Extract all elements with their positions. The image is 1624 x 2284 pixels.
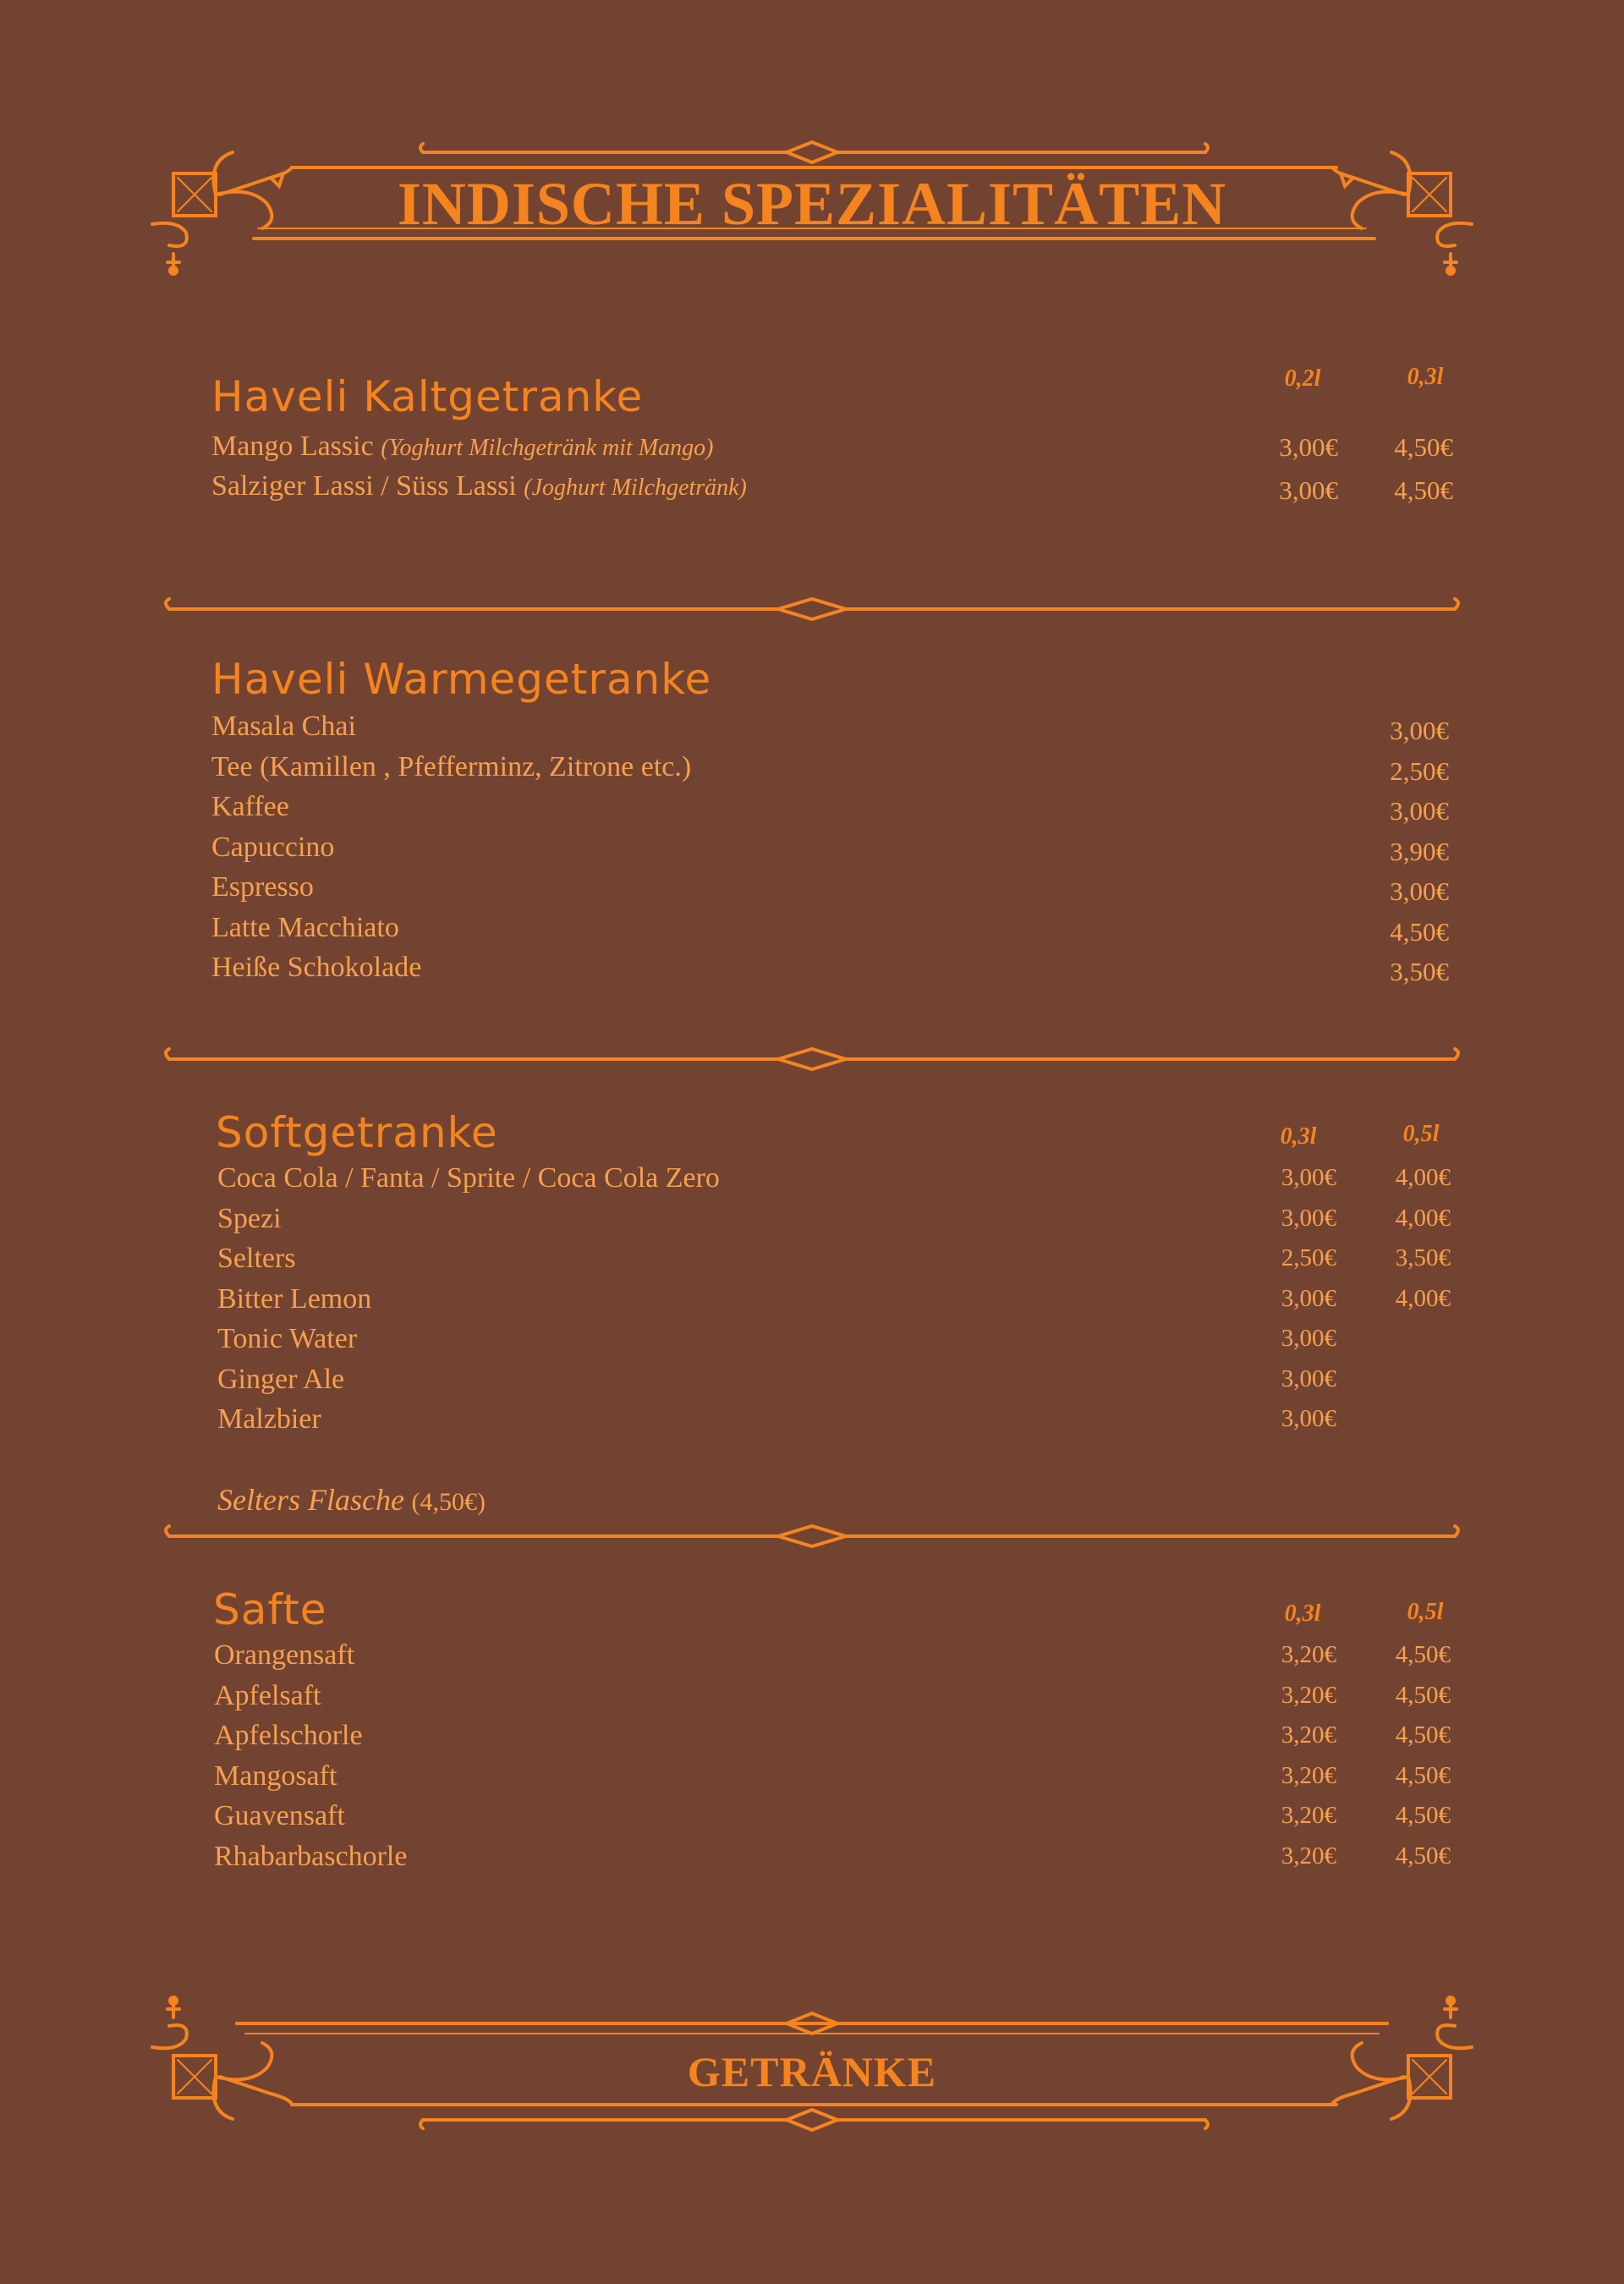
- list-item: Latte Macchiato: [211, 911, 399, 943]
- price: 3,00€: [1281, 1164, 1336, 1191]
- extra-item-name: Selters Flasche: [217, 1483, 404, 1517]
- section-title-safte: Safte: [213, 1585, 327, 1634]
- section-title-warm: Haveli Warmegetranke: [211, 655, 712, 704]
- price: 3,50€: [1395, 1244, 1451, 1271]
- price: 4,50€: [1394, 432, 1453, 462]
- list-item: Capuccino: [211, 831, 335, 863]
- list-item: Rhabarbaschorle: [214, 1840, 408, 1872]
- section-divider: [0, 1519, 1624, 1553]
- item-name: Salziger Lassi / Süss Lassi: [211, 470, 517, 502]
- price: 4,00€: [1395, 1284, 1451, 1312]
- price: 4,00€: [1395, 1204, 1451, 1232]
- list-item: Orangensaft: [214, 1639, 355, 1671]
- extra-item: [217, 1482, 486, 1518]
- price: 2,50€: [1281, 1244, 1336, 1271]
- price: 4,50€: [1395, 1842, 1451, 1869]
- item-note: (Joghurt Milchgetränk): [524, 475, 747, 501]
- size-label: 0,3l: [1280, 1123, 1317, 1150]
- list-item: Espresso: [211, 871, 314, 903]
- list-item: Mangosaft: [214, 1760, 337, 1792]
- price: 3,00€: [1390, 876, 1449, 906]
- list-item: Tee (Kamillen , Pfefferminz, Zitrone etc.): [211, 750, 692, 782]
- size-label: 0,3l: [1284, 1600, 1321, 1627]
- page-title: INDISCHE SPEZIALITÄTEN: [397, 170, 1227, 238]
- size-label: 0,2l: [1284, 365, 1321, 392]
- price: 3,20€: [1281, 1761, 1336, 1789]
- price: 4,50€: [1394, 475, 1453, 505]
- section-title-kalt: Haveli Kaltgetranke: [211, 372, 644, 421]
- section-divider: [0, 1042, 1624, 1076]
- list-item: Apfelsaft: [214, 1679, 321, 1711]
- price: 3,00€: [1279, 475, 1338, 505]
- price: 2,50€: [1390, 755, 1449, 786]
- price: 4,50€: [1395, 1641, 1451, 1668]
- price: 3,00€: [1279, 432, 1338, 462]
- section-divider: [0, 592, 1624, 626]
- list-item: Ginger Ale: [217, 1363, 345, 1395]
- section-title-soft: Softgetranke: [216, 1108, 498, 1157]
- extra-item-price: (4,50€): [411, 1488, 486, 1516]
- list-item: Malzbier: [217, 1403, 321, 1435]
- list-item: Tonic Water: [217, 1323, 358, 1354]
- list-item: [211, 431, 713, 463]
- price: 4,50€: [1395, 1681, 1451, 1709]
- price: 3,20€: [1281, 1842, 1336, 1869]
- list-item: Guavensaft: [214, 1800, 345, 1831]
- price: 4,50€: [1390, 916, 1449, 947]
- price: 4,50€: [1395, 1721, 1451, 1749]
- price: 3,90€: [1390, 836, 1449, 866]
- price: 3,00€: [1281, 1325, 1336, 1352]
- top-ornament-frame: [0, 0, 1624, 305]
- price: 3,00€: [1281, 1284, 1336, 1312]
- list-item: [211, 470, 747, 502]
- price: 3,20€: [1281, 1721, 1336, 1749]
- list-item: Coca Cola / Fanta / Sprite / Coca Cola Zero: [217, 1162, 720, 1194]
- list-item: Apfelschorle: [214, 1720, 363, 1751]
- price: 3,00€: [1281, 1364, 1336, 1392]
- price: 4,50€: [1395, 1802, 1451, 1829]
- price: 4,50€: [1395, 1761, 1451, 1789]
- size-label: 0,5l: [1402, 1121, 1440, 1147]
- list-item: Kaffee: [211, 791, 289, 822]
- size-label: 0,5l: [1407, 1599, 1444, 1625]
- price: 3,00€: [1390, 716, 1449, 745]
- price: 3,00€: [1281, 1405, 1336, 1432]
- item-name: Mango Lassic: [211, 431, 374, 462]
- footer-title: GETRÄNKE: [687, 2048, 937, 2095]
- price: 3,20€: [1281, 1802, 1336, 1829]
- size-label: 0,3l: [1407, 364, 1444, 390]
- list-item: Bitter Lemon: [217, 1282, 372, 1315]
- price: 3,00€: [1390, 796, 1449, 826]
- list-item: Selters: [217, 1243, 296, 1274]
- price: 3,20€: [1281, 1641, 1336, 1668]
- price: 3,00€: [1281, 1204, 1336, 1232]
- price: 3,50€: [1390, 957, 1449, 986]
- list-item: Heiße Schokolade: [211, 952, 422, 983]
- item-note: (Yoghurt Milchgetränk mit Mango): [381, 435, 714, 461]
- list-item: Spezi: [217, 1202, 282, 1234]
- list-item: Masala Chai: [211, 711, 356, 742]
- price: 4,00€: [1395, 1164, 1451, 1191]
- price: 3,20€: [1281, 1681, 1336, 1709]
